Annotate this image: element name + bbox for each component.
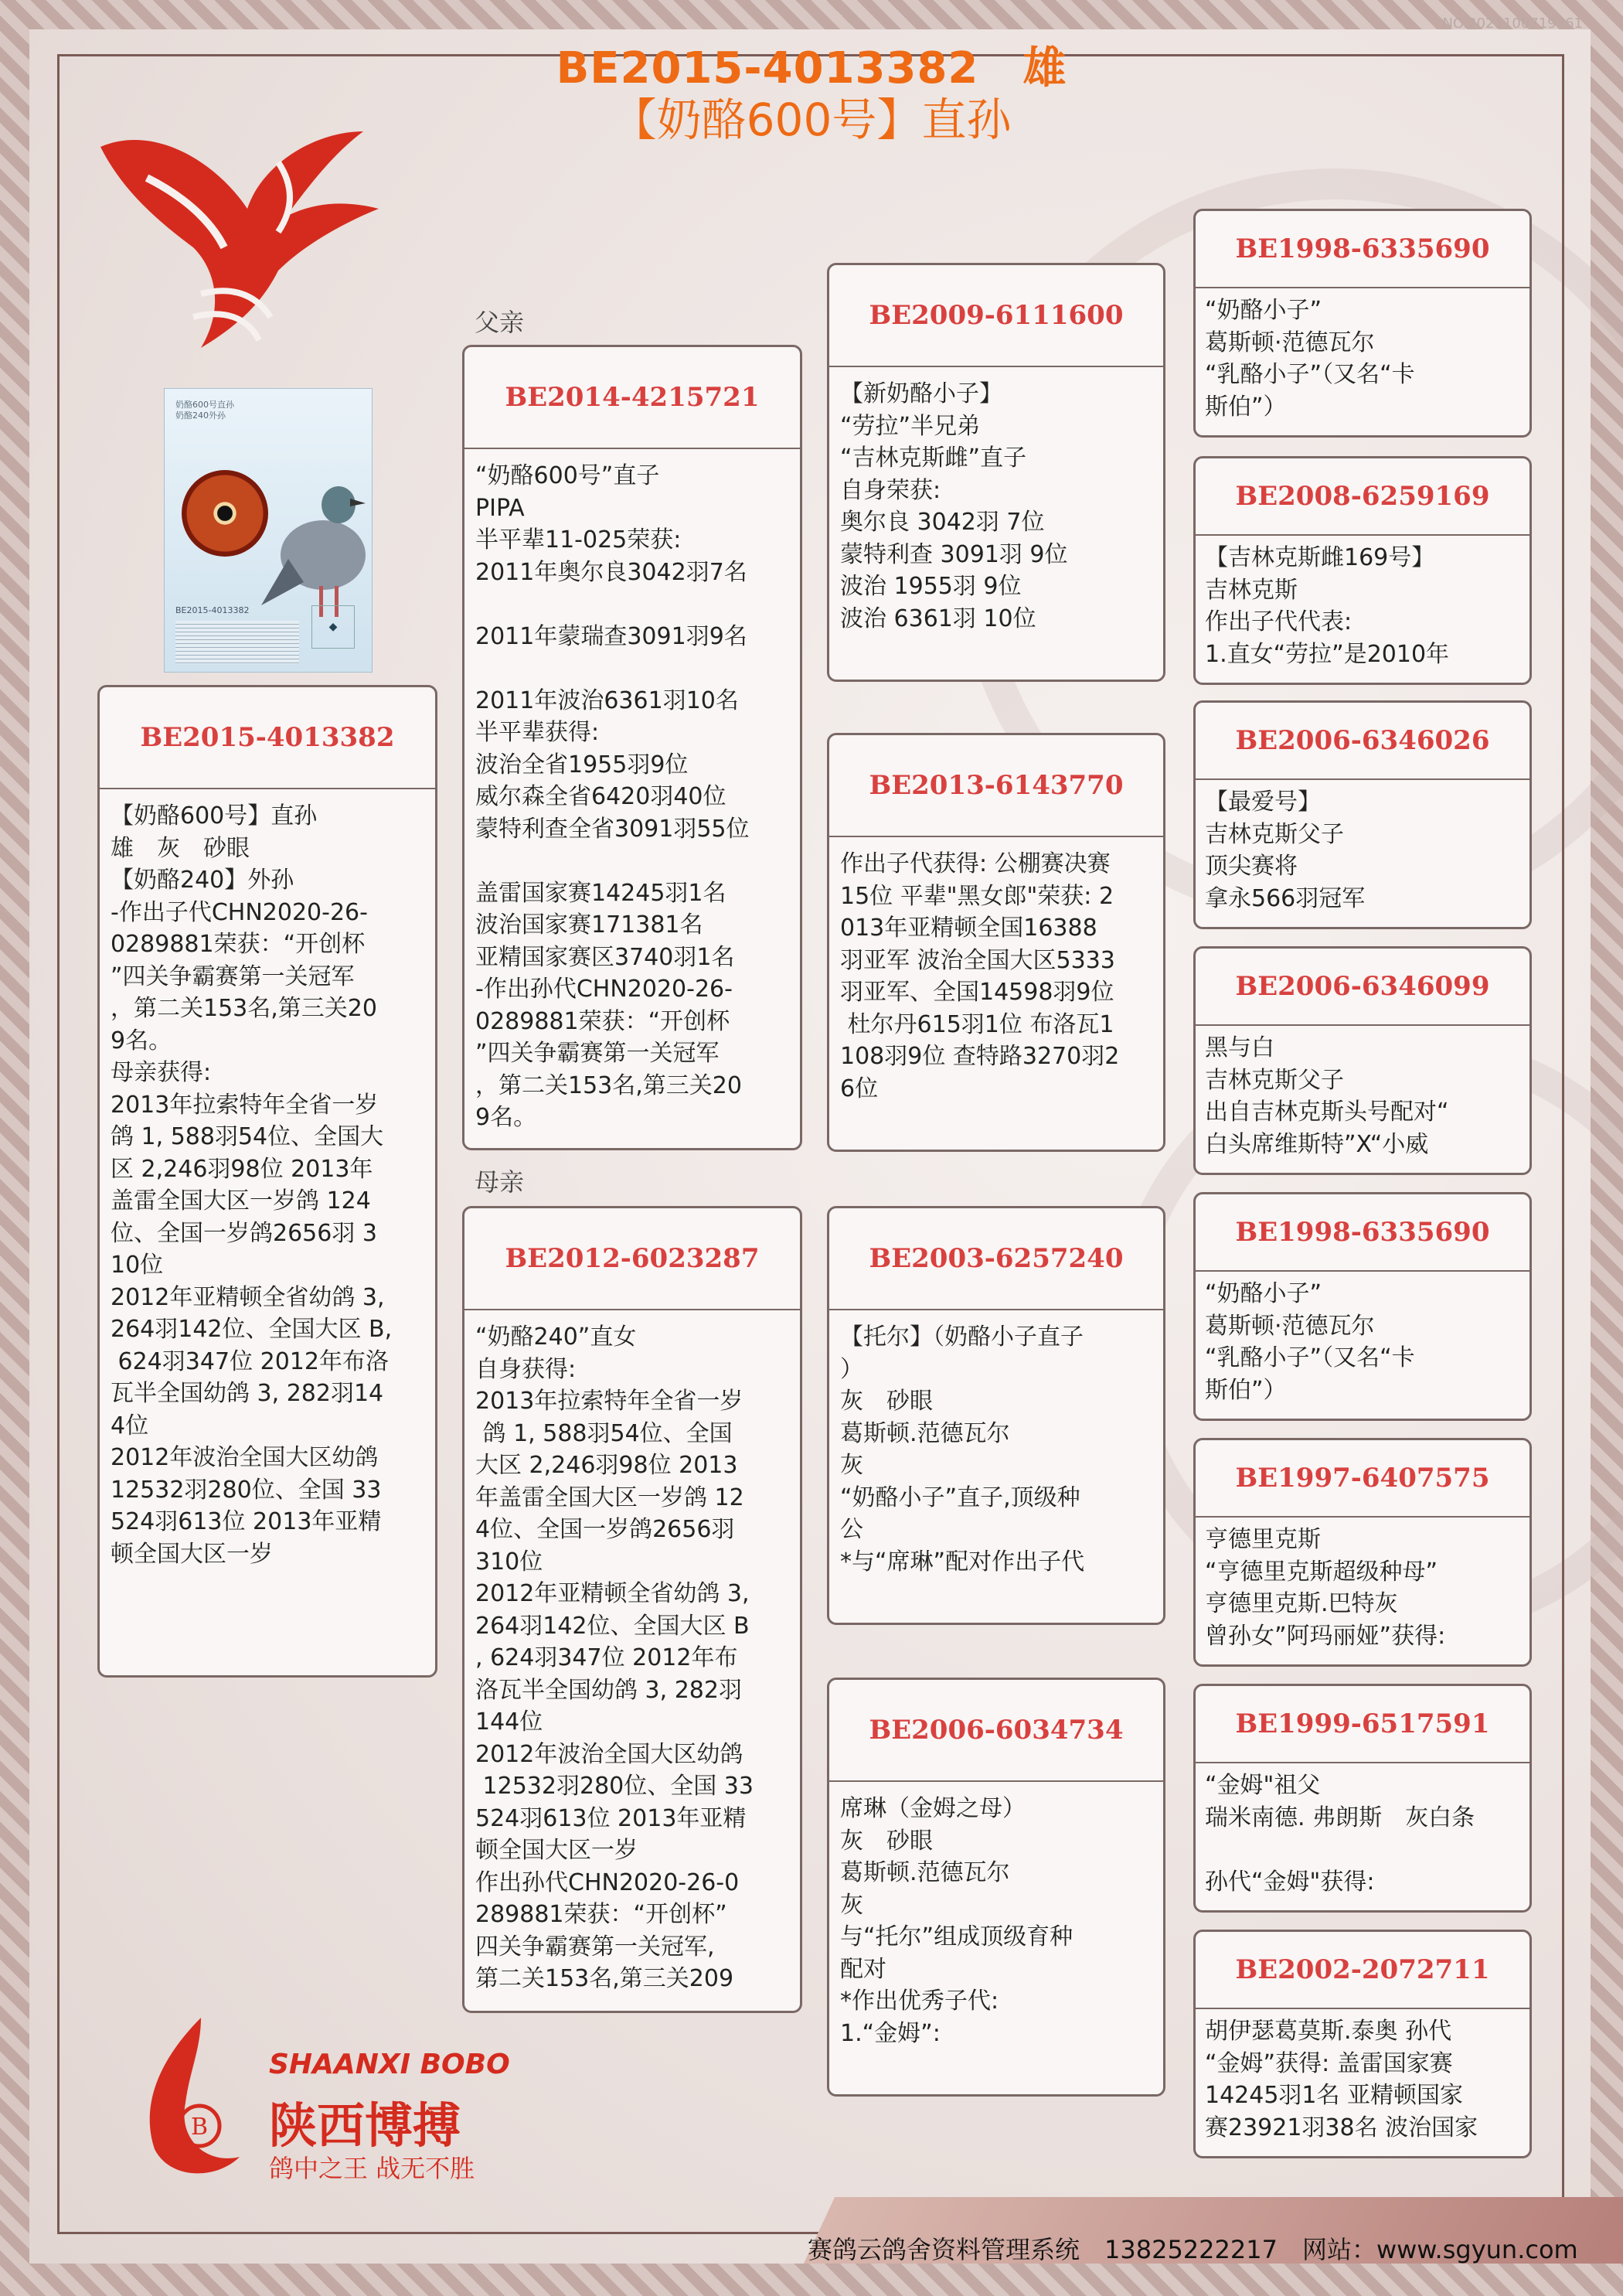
dam-card <box>462 1206 802 2013</box>
great-grandparent-card <box>1193 209 1532 438</box>
great-grandparent-ring-number: BE2002-2072711 <box>1196 1932 1529 2009</box>
great-grandparent-details: “奶酪小子” 葛斯顿·范德瓦尔 “乳酪小子”（又名“卡 斯伯”） <box>1205 1280 1415 1404</box>
grandparent-card <box>827 1678 1165 2097</box>
pedigree-poster-image <box>164 388 373 673</box>
subject-details: 【奶酪600号】直孙 雄 灰 砂眼 【奶酪240】外孙 -作出子代CHN2020-26- 0289881荣获：“开创杯 ”四关争霸赛第一关冠军 ，第二关153名,第三关20 9名。 母亲获得: 2013年拉索特年全省一岁 鸽 1, 588羽54位、全国大 区 2,246羽98位 2013年 盖雷全国大区一岁鸽 124 位、全国一岁鸽2656羽 3 10位 2012年亚精顿全省幼鸽 3, 264羽142位、全国大区 B, 624羽347位 2012年布洛 瓦半全国幼鸽 3, 282羽14 4位 2012年波治全国大区幼鸽 12532羽280位、全国 33 524羽613位 2013年亚精 顿全国大区一岁 <box>111 802 393 1568</box>
phoenix-logo-icon <box>85 116 410 371</box>
great-grandparent-details: 黑与白 吉林克斯父子 出自吉林克斯头号配对“ 白头席维斯特”X“小威 <box>1205 1034 1449 1158</box>
svg-text:B: B <box>190 2114 209 2141</box>
grandparent-details: 【托尔】（奶酪小子直子 ） 灰 砂眼 葛斯顿.范德瓦尔 灰 “奶酪小子”直子,顶级种 公 *与“席琳”配对作出子代 <box>840 1323 1085 1576</box>
grandparent-card <box>827 1206 1165 1625</box>
grandparent-ring-number: BE2009-6111600 <box>829 265 1163 367</box>
great-grandparent-details: 【最爱号】 吉林克斯父子 顶尖赛将 拿永566羽冠军 <box>1205 789 1366 912</box>
grandparent-card <box>827 733 1165 1152</box>
great-grandparent-card <box>1193 946 1532 1175</box>
great-grandparent-ring-number: BE2006-6346099 <box>1196 949 1529 1026</box>
great-grandparent-card <box>1193 700 1532 929</box>
great-grandparent-ring-number: BE1998-6335690 <box>1196 1194 1529 1272</box>
page-title: BE2015-4013382 雄 <box>556 43 1067 94</box>
dam-ring-number: BE2012-6023287 <box>464 1208 800 1310</box>
poster-caption: 奶酪600号直孙 奶酪240外孙 <box>175 400 234 421</box>
grandparent-details: 作出子代获得: 公棚赛决赛 15位 平辈"黑女郎"荣获: 2 013年亚精顿全国16388 羽亚军 波治全国大区5333 羽亚军、全国14598羽9位 杜尔丹615羽1位 布洛瓦1 108羽9位 查特路3270羽2 6位 <box>840 850 1120 1102</box>
great-grandparent-card <box>1193 1930 1532 2158</box>
dam-details: “奶酪240”直女 自身获得: 2013年拉索特年全省一岁 鸽 1, 588羽54位、全国 大区 2,246羽98位 2013 年盖雷全国大区一岁鸽 12 4位、全国一岁鸽2656羽 310位 2012年亚精顿全省幼鸽 3, 264羽142位、全国大区 B , 624羽347位 2012年布 洛瓦半全国幼鸽 3, 282羽 144位 2012年波治全国大区幼鸽 12532羽280位、全国 33 524羽613位 2013年亚精 顿全国大区一岁 作出孙代CHN2020-26-0 289881荣获：“开创杯” 四关争霸赛第一关冠军, 第二关153名,第三关209 <box>475 1323 754 1992</box>
poster-ring-number: BE2015-4013382 <box>175 605 250 615</box>
great-grandparent-details: 亨德里克斯 “亨德里克斯超级种母” 亨德里克斯.巴特灰 曾孙女”阿玛丽娅”获得: <box>1205 1526 1446 1650</box>
poster-text-lines <box>175 621 299 664</box>
dam-label: 母亲 <box>475 1167 525 1197</box>
great-grandparent-ring-number: BE1998-6335690 <box>1196 211 1529 288</box>
grandparent-details: 【新奶酪小子】 “劳拉”半兄弟 “吉林克斯雌”直子 自身荣获: 奥尔良 3042羽 7位 蒙特利查 3091羽 9位 波治 1955羽 9位 波治 6361羽 10位 <box>840 380 1068 632</box>
brand-english-name: SHAANXI BOBO <box>269 2049 510 2080</box>
document-number: NO.2021100719361 <box>1442 15 1583 32</box>
great-grandparent-ring-number: BE2008-6259169 <box>1196 458 1529 536</box>
great-grandparent-details: 【吉林克斯雌169号】 吉林克斯 作出子代代表: 1.直女“劳拉”是2010年 <box>1205 544 1450 668</box>
great-grandparent-card <box>1193 1684 1532 1913</box>
grandparent-card <box>827 263 1165 682</box>
great-grandparent-card <box>1193 1192 1532 1421</box>
great-grandparent-ring-number: BE1999-6517591 <box>1196 1686 1529 1763</box>
great-grandparent-details: “金姆"祖父 瑞米南德. 弗朗斯 灰白条 孙代“金姆"获得: <box>1205 1772 1475 1896</box>
footer-text: 赛鸽云鸽舍资料管理系统 13825222217 网站：www.sgyun.com <box>808 2235 1578 2264</box>
great-grandparent-card <box>1193 456 1532 685</box>
sire-details: “奶酪600号”直子 PIPA 半平辈11-025荣获: 2011年奥尔良3042羽7名 2011年蒙瑞查3091羽9名 2011年波治6361羽10名 半平辈获得: 波治全省1955羽9位 威尔森全省6420羽40位 蒙特利查全省3091羽55位 盖雷国家赛14245羽1名 波治国家赛171381名 亚精国家赛区3740羽1名 -作出孙代CHN2020-26- 0289881荣获：“开创杯 ”四关争霸赛第一关冠军 ，第二关153名,第三关20 9名。 <box>475 462 750 1131</box>
grandparent-details: 席琳（金姆之母） 灰 砂眼 葛斯顿.范德瓦尔 灰 与“托尔”组成顶级育种 配对 *作出优秀子代: 1.“金姆”: <box>840 1795 1073 2047</box>
pigeon-eye-image <box>182 470 268 557</box>
sire-label: 父亲 <box>475 308 525 337</box>
subject-card <box>97 685 437 1678</box>
great-grandparent-ring-number: BE2006-6346026 <box>1196 703 1529 780</box>
great-grandparent-ring-number: BE1997-6407575 <box>1196 1440 1529 1518</box>
grandparent-ring-number: BE2006-6034734 <box>829 1680 1163 1782</box>
bird-logo-icon <box>116 2010 270 2188</box>
brand-logo <box>116 2010 518 2188</box>
grandparent-ring-number: BE2013-6143770 <box>829 735 1163 837</box>
brand-chinese-name: 陕西博搏 <box>269 2097 461 2154</box>
great-grandparent-card <box>1193 1438 1532 1667</box>
great-grandparent-details: “奶酪小子” 葛斯顿·范德瓦尔 “乳酪小子”（又名“卡 斯伯”） <box>1205 297 1415 421</box>
sire-card <box>462 345 802 1150</box>
brand-slogan: 鸽中之王 战无不胜 <box>269 2154 475 2183</box>
page-subtitle: 【奶酪600号】直孙 <box>611 94 1012 146</box>
sire-ring-number: BE2014-4215721 <box>464 347 800 449</box>
great-grandparent-details: 胡伊瑟葛莫斯.泰奥 孙代 “金姆”获得: 盖雷国家赛 14245羽1名 亚精顿国家 赛23921羽38名 波治国家 <box>1205 2018 1478 2141</box>
grandparent-ring-number: BE2003-6257240 <box>829 1208 1163 1310</box>
poster-logo-icon: ◆ <box>311 605 355 649</box>
subject-ring-number: BE2015-4013382 <box>100 687 435 789</box>
